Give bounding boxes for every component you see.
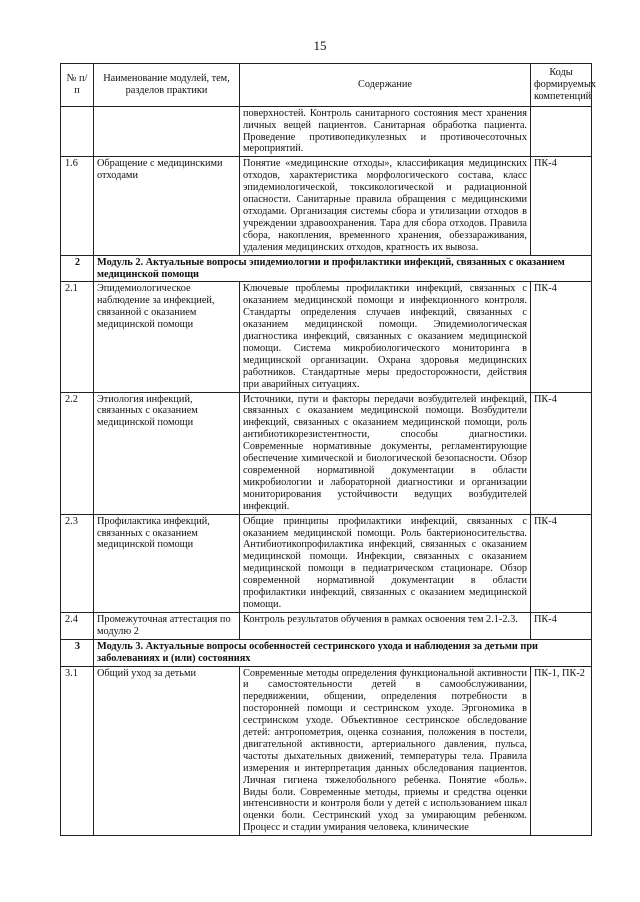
row-content: Источники, пути и факторы передачи возбудителей инфекций, связанных с оказанием медицинской помощи. Возбудители инфекций, связанных с оказанием медицинской помощи, роль антибиотикорезистентности, способы диагностики. Современные нормативные документы, регламентирующие обеспечение химической и биологической безопасности. Обзор современной нормативной документации в области микробиологии и лабораторной диагностики и организации мониторирования устойчивости ведущих возбудителей инфекций.	[240, 392, 531, 514]
row-content: поверхностей. Контроль санитарного состояния мест хранения личных вещей пациентов. Санитарная обработка пациента. Проведение противопедикулезных и противочесоточных мероприятий.	[240, 106, 531, 157]
table-header-row	[61, 64, 592, 107]
page-number: 15	[313, 38, 327, 53]
table-row	[61, 157, 592, 255]
row-content: Контроль результатов обучения в рамках освоения тем 2.1-2.3.	[240, 612, 531, 639]
row-name: Этиология инфекций, связанных с оказанием медицинской помощи	[94, 392, 240, 514]
row-num: 2.1	[61, 282, 94, 392]
row-content: Современные методы определения функциональной активности и самостоятельности детей в самообслуживании, передвижении, общении, определения потребности в посторонней помощи и сестринском уходе. Эргономика в сестринском уходе. Объективное сестринское обследование детей: антропометрия, оценка сознания, положения в постели, двигательной активности, артериального давления, пульса, частоты дыхательных движений, температуры тела. Правила измерения и интерпретация данных обследования пациентов. Личная гигиена тяжелобольного ребенка. Понятие «боль». Виды боли. Современные методы, приемы и средства оценки интенсивности и контроля боли у детей с использованием шкал оценки боли. Сестринский уход за умирающим ребенком. Процесс и стадии умирания человека, клинические	[240, 666, 531, 836]
row-content: Понятие «медицинские отходы», классификация медицинских отходов, характеристика морфологического состава, класс эпидемиологической, токсикологической и радиационной опасности. Санитарные правила обращения с медицинскими отходами. Организация системы сбора и утилизации отходов в учреждении здравоохранения. Тара для сбора отходов. Правила сбора, накопления, временного хранения, обеззараживания, удаления медицинских отходов, кратность их вывоза.	[240, 157, 531, 255]
row-codes: ПК-4	[531, 612, 592, 639]
curriculum-table	[60, 63, 597, 836]
row-codes: ПК-4	[531, 282, 592, 392]
row-name: Профилактика инфекций, связанных с оказанием медицинской помощи	[94, 514, 240, 612]
row-codes: ПК-4	[531, 514, 592, 612]
table-row	[61, 282, 592, 392]
row-codes: ПК-1, ПК-2	[531, 666, 592, 836]
module-num: 2	[61, 255, 94, 282]
row-name	[94, 106, 240, 157]
module-num: 3	[61, 639, 94, 666]
row-name: Эпидемиологическое наблюдение за инфекцией, связанной с оказанием медицинской помощи	[94, 282, 240, 392]
header-codes: Коды формируемых компетенций	[531, 64, 592, 107]
module-title: Модуль 2. Актуальные вопросы эпидемиологии и профилактики инфекций, связанных с оказанием медицинской помощи	[94, 255, 592, 282]
table-row	[61, 514, 592, 612]
header-content: Содержание	[240, 64, 531, 107]
header-name: Наименование модулей, тем, разделов практики	[94, 64, 240, 107]
row-num: 2.3	[61, 514, 94, 612]
module-title: Модуль 3. Актуальные вопросы особенностей сестринского ухода и наблюдения за детьми при заболеваниях и (или) состояниях	[94, 639, 592, 666]
table-row	[61, 392, 592, 514]
row-name: Промежуточная аттестация по модулю 2	[94, 612, 240, 639]
row-codes: ПК-4	[531, 392, 592, 514]
header-num: № п/п	[61, 64, 94, 107]
row-content: Общие принципы профилактики инфекций, связанных с оказанием медицинской помощи. Роль бактерионосительства. Антибиотикопрофилактика инфекций, связанных с оказанием медицинской помощи. Инфекции, связанных с оказанием медицинской помощи в педиатрическом стационаре. Обзор современной нормативной документации в области профилактики инфекций, связанных с оказанием медицинской помощи.	[240, 514, 531, 612]
row-num: 1.6	[61, 157, 94, 255]
row-content: Ключевые проблемы профилактики инфекций, связанных с оказанием медицинской помощи и инфекционного контроля. Стандарты определения случаев инфекций, связанных с оказанием медицинской помощи. Эпидемиологическая диагностика инфекций, связанных с оказанием медицинской помощи. Система микробиологического мониторинга в медицинской организации. Охрана здоровья медицинских работников. Стандартные меры предосторожности, действия при аварийных ситуациях.	[240, 282, 531, 392]
row-num	[61, 106, 94, 157]
row-name: Общий уход за детьми	[94, 666, 240, 836]
module-row	[61, 255, 592, 282]
row-num: 3.1	[61, 666, 94, 836]
table-row	[61, 612, 592, 639]
module-row	[61, 639, 592, 666]
row-num: 2.4	[61, 612, 94, 639]
row-num: 2.2	[61, 392, 94, 514]
row-name: Обращение с медицинскими отходами	[94, 157, 240, 255]
row-codes	[531, 106, 592, 157]
table-row	[61, 666, 592, 836]
table-row	[61, 106, 592, 157]
table-body	[61, 106, 592, 835]
row-codes: ПК-4	[531, 157, 592, 255]
